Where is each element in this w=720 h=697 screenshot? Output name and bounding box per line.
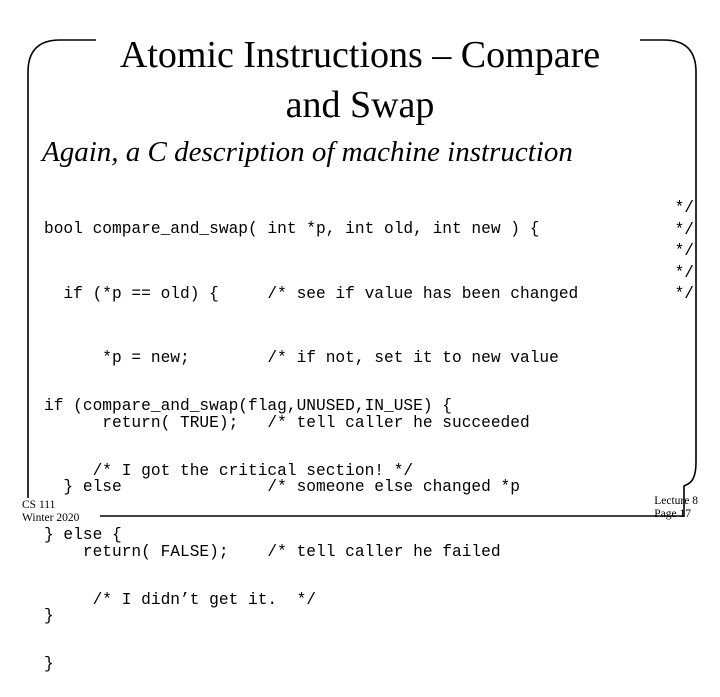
code-line: if (*p == old) { /* see if value has been changed: [44, 284, 579, 303]
comment-end: */: [674, 285, 694, 303]
comment-end: */: [674, 220, 694, 239]
comment-end: */: [674, 199, 694, 217]
title-line-1: Atomic Instructions – Compare: [119, 34, 601, 76]
footer-course-info: [22, 499, 79, 525]
code-line: return( FALSE); /* tell caller he failed: [44, 542, 501, 561]
code-block-usage: [44, 353, 452, 697]
code-line: if (compare_and_swap(flag,UNUSED,IN_USE) {: [44, 397, 452, 415]
slide-subtitle: Again, a C description of machine instruction: [42, 136, 573, 168]
comment-end: */: [674, 263, 694, 282]
course-term: Winter 2020: [22, 512, 80, 524]
code-line: /* I got the critical section! */: [44, 461, 414, 480]
footer-page-info: [654, 495, 698, 521]
title-line-2: and Swap: [285, 84, 435, 126]
code-line: return( TRUE); /* tell caller he succeeded: [44, 413, 530, 432]
code-line: } else {: [44, 526, 122, 544]
course-name: CS 111: [22, 499, 56, 511]
page-number: Page 17: [654, 508, 691, 520]
slide-title: [40, 30, 680, 130]
code-line: *p = new; /* if not, set it to new value: [44, 349, 559, 367]
lecture-number: Lecture 8: [654, 495, 698, 507]
comment-end: */: [674, 242, 694, 260]
comment-terminators: [675, 198, 694, 306]
code-line: bool compare_and_swap( int *p, int old, int new ) {: [44, 220, 540, 238]
code-line: }: [44, 655, 54, 673]
code-line: /* I didn’t get it. */: [44, 590, 316, 609]
code-line: }: [44, 607, 54, 625]
code-line: } else /* someone else changed *p: [44, 478, 520, 496]
